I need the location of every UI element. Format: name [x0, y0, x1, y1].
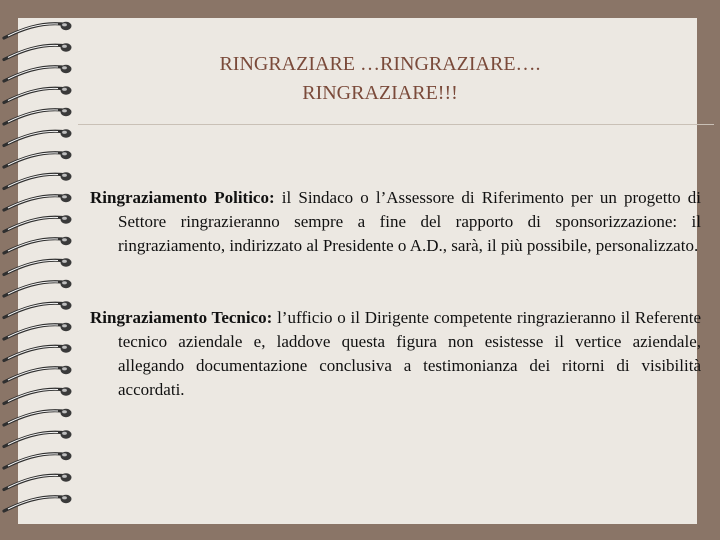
- binding-ring: [4, 430, 72, 446]
- binding-ring: [4, 473, 72, 489]
- binding-ring: [4, 237, 72, 253]
- paragraph-text: il Sindaco o l’Assessore di Riferimento per un progetto di Settore ringrazieranno sempre a fine del rapporto di sponsorizzazione: il ringraziamento, indirizzato al Presidente o A.D., sarà, il più possibile, personalizzato.: [118, 188, 702, 255]
- binding-ring: [4, 108, 72, 124]
- binding-ring: [4, 366, 72, 382]
- paragraph-lead: Ringraziamento Tecnico:: [90, 308, 273, 327]
- paragraph-lead: Ringraziamento Politico:: [90, 188, 275, 207]
- binding-ring: [4, 495, 72, 511]
- paragraph-text: l’ufficio o il Dirigente competente ringrazieranno il Referente tecnico aziendale e, laddove questa figura non esistesse il vertice aziendale, allegando documentazione conclusiva a testimonianza dei ritorni di visibilità accordati.: [118, 308, 701, 399]
- binding-ring: [4, 22, 72, 38]
- binding-ring: [4, 452, 72, 468]
- title-divider: [78, 124, 714, 125]
- title-line-1: RINGRAZIARE …RINGRAZIARE….: [219, 53, 541, 75]
- paragraph-political-thanks: [90, 186, 701, 258]
- binding-ring: [4, 172, 72, 188]
- binding-ring: [4, 280, 72, 296]
- title-line-2: RINGRAZIARE!!!: [302, 82, 458, 104]
- binding-ring: [4, 344, 72, 360]
- binding-ring: [4, 151, 72, 167]
- binding-ring: [4, 409, 72, 425]
- slide-title: [100, 50, 660, 108]
- spiral-binding: [0, 0, 80, 540]
- paragraph-technical-thanks: [90, 306, 701, 402]
- binding-ring: [4, 387, 72, 403]
- binding-ring: [4, 194, 72, 210]
- binding-ring: [4, 86, 72, 102]
- binding-ring: [4, 323, 72, 339]
- binding-ring: [4, 43, 72, 59]
- binding-ring: [4, 301, 72, 317]
- binding-ring: [4, 215, 72, 231]
- binding-ring: [4, 129, 72, 145]
- binding-ring: [4, 65, 72, 81]
- binding-ring: [4, 258, 72, 274]
